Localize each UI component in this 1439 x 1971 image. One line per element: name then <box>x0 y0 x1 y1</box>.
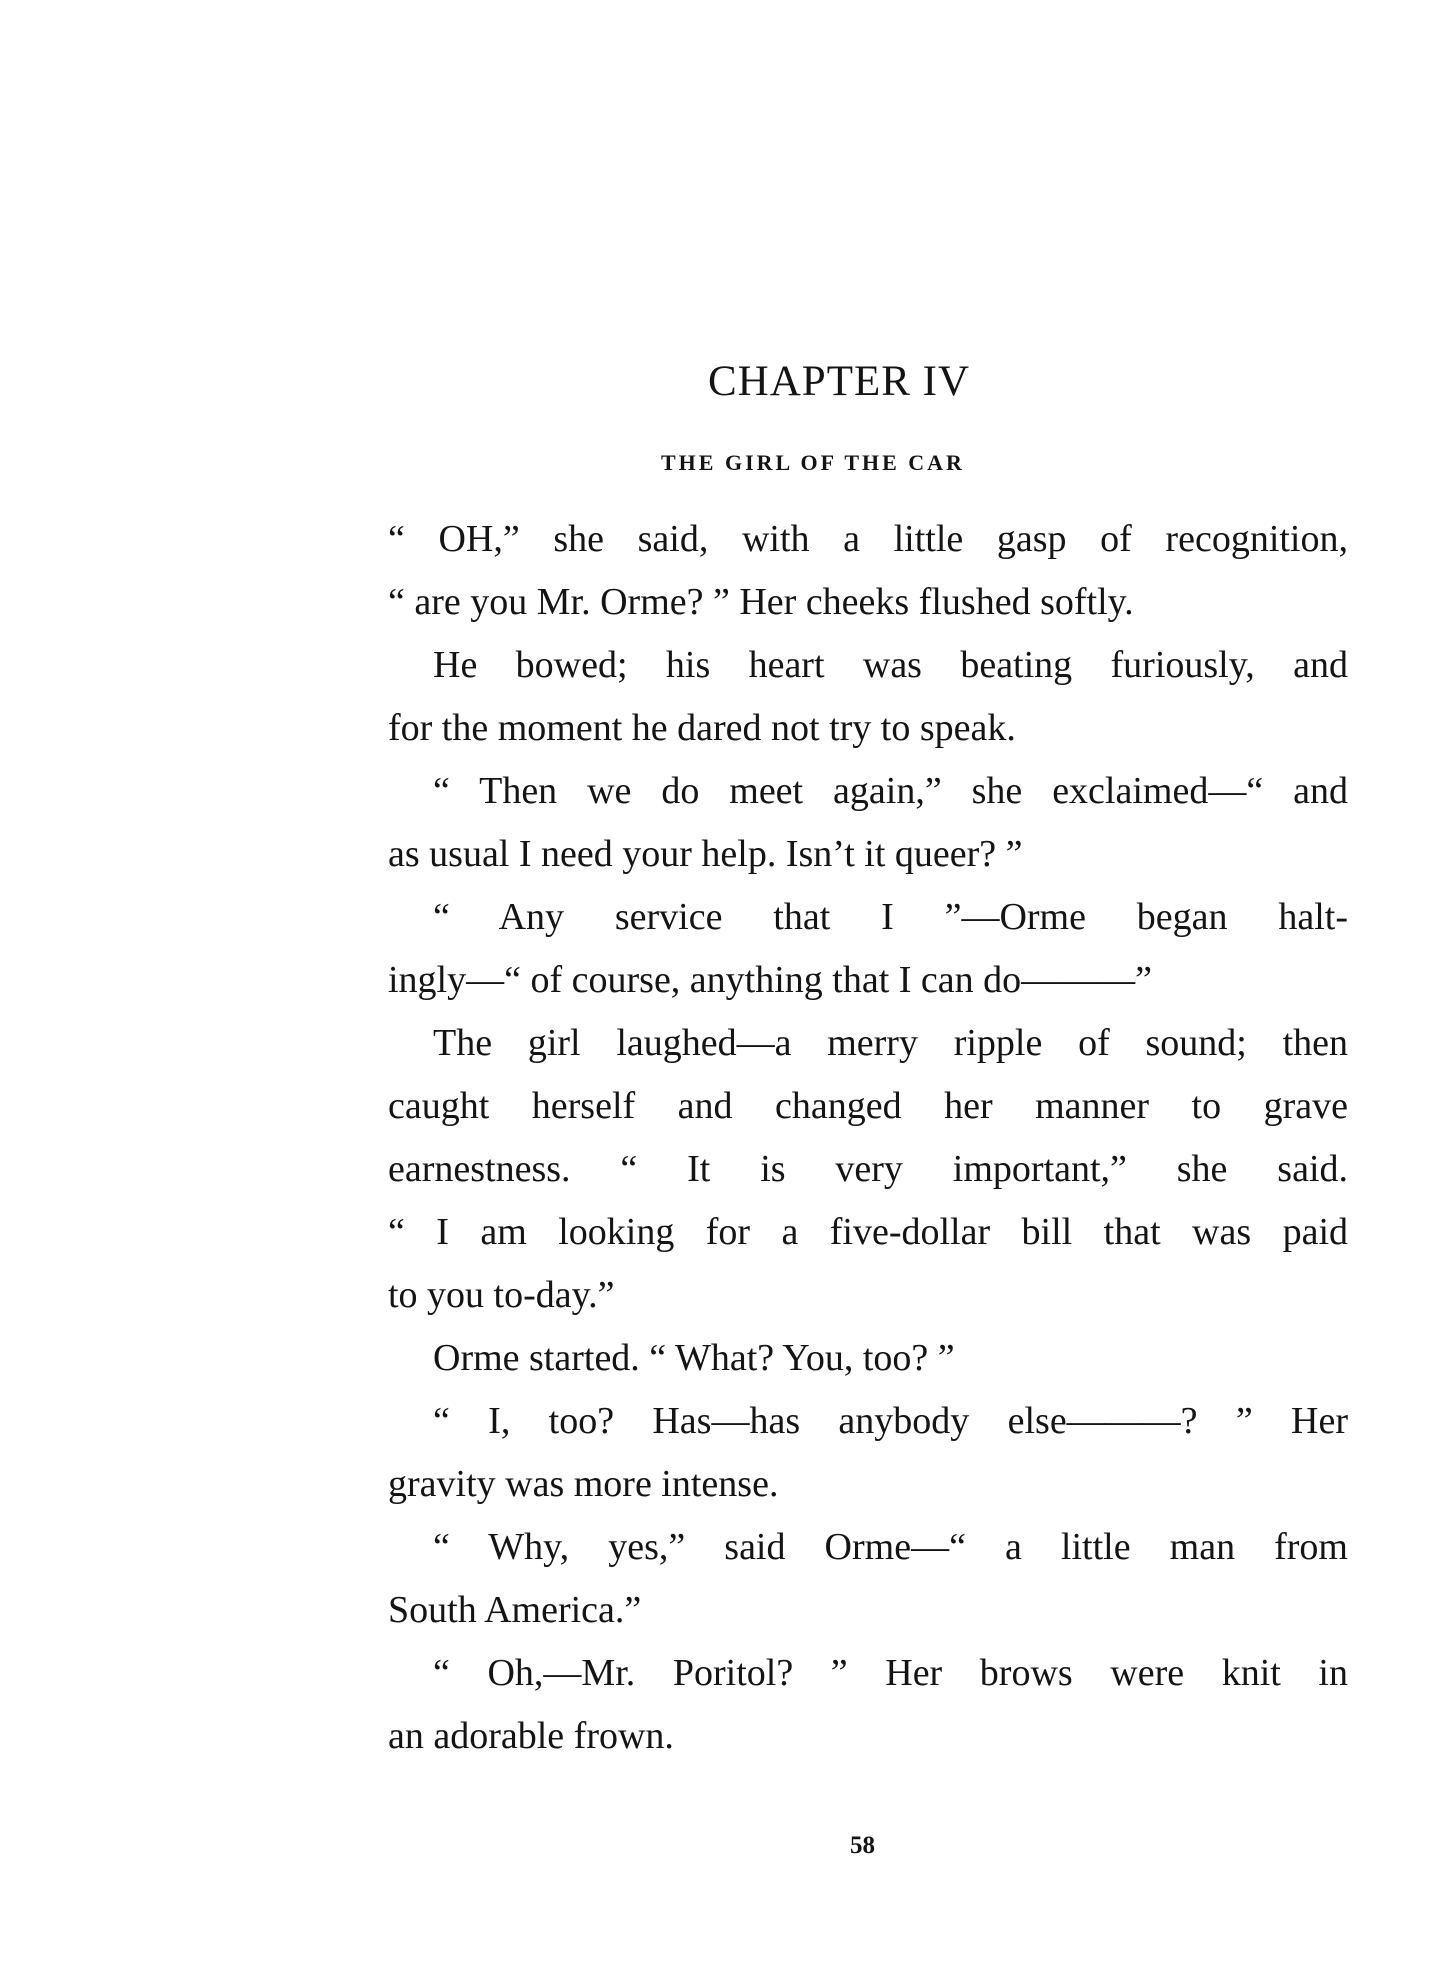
text-line: “ are you Mr. Orme? ” Her cheeks flushed softly. <box>388 581 1134 623</box>
page-number: 58 <box>850 1832 875 1859</box>
text-line: “ Why, yes,” said Orme—“ a little man from <box>433 1526 1348 1568</box>
text-line: gravity was more intense. <box>388 1463 779 1505</box>
text-line: to you to-day.” <box>388 1274 615 1316</box>
text-line: He bowed; his heart was beating furiously, and <box>433 644 1348 686</box>
text-line: “ Then we do meet again,” she exclaimed—“ and <box>433 770 1348 812</box>
text-line: “ I am looking for a five-dollar bill that was paid <box>388 1211 1348 1253</box>
text-line: Orme started. “ What? You, too? ” <box>433 1337 955 1379</box>
chapter-subtitle: THE GIRL OF THE CAR <box>661 450 965 475</box>
text-line: “ I, too? Has—has anybody else———? ” Her <box>433 1400 1348 1442</box>
text-line: ingly—“ of course, anything that I can do———” <box>388 959 1153 1001</box>
text-line: caught herself and changed her manner to grave <box>388 1085 1348 1127</box>
text-line: “ Any service that I ”—Orme began halt- <box>433 896 1348 938</box>
text-line: South America.” <box>388 1589 642 1631</box>
chapter-title: CHAPTER IV <box>708 358 971 405</box>
body-text <box>388 508 1348 1768</box>
text-line: The girl laughed—a merry ripple of sound; then <box>433 1022 1348 1064</box>
text-line: an adorable frown. <box>388 1715 674 1757</box>
text-line: as usual I need your help. Isn’t it queer? ” <box>388 833 1023 875</box>
text-line: for the moment he dared not try to speak. <box>388 707 1016 749</box>
text-line: “ Oh,—Mr. Poritol? ” Her brows were knit in <box>433 1652 1348 1694</box>
text-line: “ OH,” she said, with a little gasp of recognition, <box>388 518 1348 560</box>
text-line: earnestness. “ It is very important,” she said. <box>388 1148 1348 1190</box>
